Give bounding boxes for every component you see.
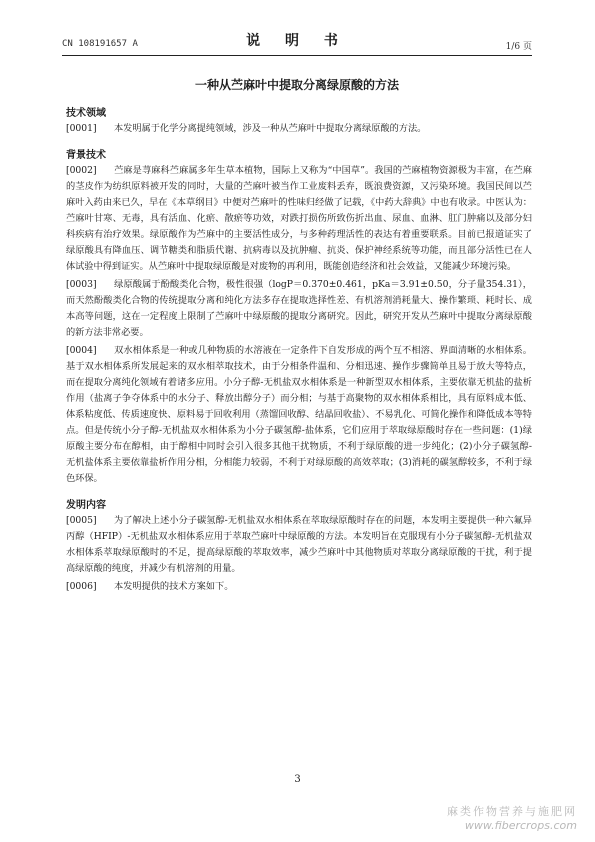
paragraph-number: [0005] <box>66 515 97 526</box>
patent-number: CN 108191657 A <box>62 39 138 49</box>
section-heading-summary: 发明内容 <box>66 500 106 511</box>
watermark-url: www.fibercrops.com <box>464 819 577 832</box>
section-heading-background: 背景技术 <box>66 150 106 161</box>
page-header <box>62 30 532 52</box>
paragraph-text: 本发明提供的技术方案如下。 <box>114 581 234 592</box>
watermark <box>447 803 577 832</box>
paragraph-number: [0001] <box>66 123 97 134</box>
paragraph-number: [0003] <box>66 279 97 290</box>
paragraph-number: [0002] <box>66 165 97 176</box>
watermark-site-name: 麻类作物营养与施肥网 <box>447 805 577 818</box>
paragraph-0001 <box>66 121 532 137</box>
paragraph-text: 本发明属于化学分离提纯领域，涉及一种从苎麻叶中提取分离绿原酸的方法。 <box>114 123 427 134</box>
header-title: 说 明 书 <box>246 33 348 49</box>
document-body <box>66 104 532 597</box>
paragraph-0004 <box>66 343 532 487</box>
paragraph-text: 双水相体系是一种或几种物质的水溶液在一定条件下自发形成的两个互不相溶、界面清晰的水相体系。基于双水相体系所发展起来的双水相萃取技术，由于分相条件温和、分相迅速、操作步骤简单且易于放大等特点，而在提取分离纯化领域有着诸多应用。小分子醇-无机盐双水相体系是一种新型双水相体系，主要依靠无机盐的盐析作用（盐离子争夺体系中的水分子、释放出醇分子）而分相；与基于高聚物的双水相体系相比，具有原料成本低、体系粘度低、传质速度快、原料易于回收利用（蒸馏回收醇、结晶回收盐）、不易乳化、可简化操作和降低成本等特点。但是传统小分子醇-无机盐双水相体系为小分子碳氢醇-盐体系，它们应用于萃取绿原酸时存在一些问题：(1)绿原酸主要分布在醇相，由于醇相中同时会引入很多其他干扰物质，不利于绿原酸的进一步纯化；(2)小分子碳氢醇-无机盐体系主要依靠盐析作用分相，分相能力较弱，不利于对绿原酸的高效萃取；(3)消耗的碳氢醇较多，不利于绿色环保。 <box>66 345 532 484</box>
document-title: 一种从苎麻叶中提取分离绿原酸的方法 <box>194 78 399 92</box>
paragraph-number: [0006] <box>66 581 97 592</box>
paragraph-number: [0004] <box>66 345 97 356</box>
paragraph-text: 为了解决上述小分子碳氢醇-无机盐双水相体系在萃取绿原酸时存在的问题，本发明主要提供一种六氟异丙醇（HFIP）-无机盐双水相体系应用于萃取苎麻叶中绿原酸的方法。本发明旨在克服现有小分子碳氢醇-无机盐双水相体系萃取绿原酸时的不足，提高绿原酸的萃取效率，减少苎麻叶中其他物质对萃取分离绿原酸的干扰，利于提高绿原酸的纯度，并减少有机溶剂的用量。 <box>66 515 532 574</box>
paragraph-0005 <box>66 513 532 577</box>
header-rule <box>62 55 532 56</box>
paragraph-text: 绿原酸属于酚酸类化合物，极性很强（logP＝0.370±0.461，pKa＝3.91±0.50，分子量354.31），而天然酚酸类化合物的传统提取分离和纯化方法多存在提取选择性差、有机溶剂消耗量大、操作繁琐、耗时长、成本高等问题，这在一定程度上限制了苎麻叶中绿原酸的提取分离研究。因此，研究开发从苎麻叶中提取分离绿原酸的新方法非常必要。 <box>66 279 532 338</box>
paragraph-text: 苎麻是荨麻科苎麻属多年生草本植物，国际上又称为“中国草”。我国的苎麻植物资源极为丰富，在苎麻的茎皮作为纺织原料被开发的同时，大量的苎麻叶被当作工业废料丢弃，既浪费资源，又污染环境。我国民间以苎麻叶入药由来已久，早在《本草纲目》中便对苎麻叶的性味归经做了记载，《中药大辞典》中也有收录。中医认为：苎麻叶甘寒、无毒，具有活血、化瘀、散瘀等功效，对跌打损伤所致伤折出血、尿血、血淋、肛门肿痛以及部分妇科疾病有治疗效果。绿原酸作为苎麻中的主要活性成分，与多种药理活性的表达有着重要联系。目前已报道证实了绿原酸具有降血压、调节糖类和脂质代谢、抗病毒以及抗肿瘤、抗炎、保护神经系统等功能，而且部分活性已在人体试验中得到证实。从苎麻叶中提取绿原酸是对废物的再利用，既能创造经济和社会效益，又能减少环境污染。 <box>66 165 532 272</box>
page-number: 3 <box>294 774 301 785</box>
section-heading-tech-field: 技术领域 <box>66 108 106 119</box>
paragraph-0003 <box>66 277 532 341</box>
paragraph-0002 <box>66 163 532 275</box>
paragraph-0006 <box>66 579 532 595</box>
page-info: 1/6 页 <box>505 42 532 52</box>
